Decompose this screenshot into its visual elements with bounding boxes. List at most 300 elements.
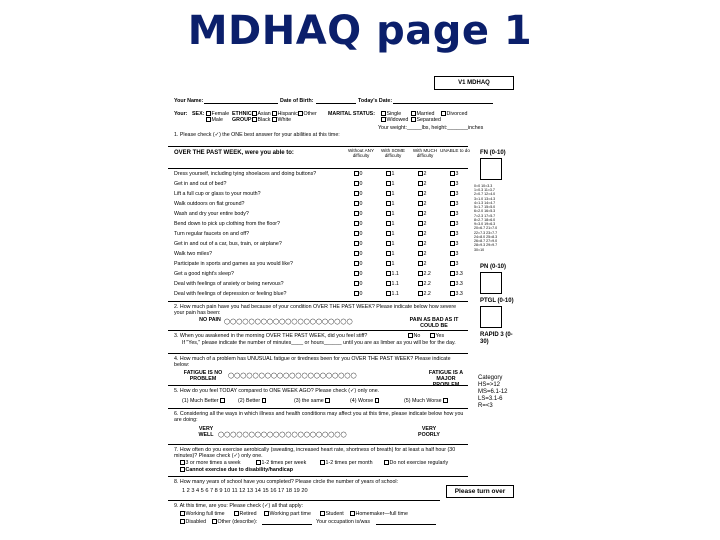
checkbox[interactable] bbox=[354, 191, 359, 196]
q1-option[interactable] bbox=[386, 181, 394, 188]
score: 1 bbox=[391, 171, 395, 177]
checkbox[interactable] bbox=[180, 511, 185, 516]
q1-option[interactable] bbox=[386, 221, 394, 228]
score: 2 bbox=[423, 251, 427, 257]
score: 2 bbox=[423, 201, 427, 207]
q5-option-much-better[interactable] bbox=[182, 398, 226, 404]
group-label: GROUP: bbox=[232, 117, 254, 123]
q9-option[interactable] bbox=[234, 511, 257, 517]
checkbox[interactable] bbox=[262, 398, 267, 403]
checkbox[interactable] bbox=[354, 281, 359, 286]
divider bbox=[168, 408, 468, 409]
checkbox[interactable] bbox=[450, 281, 455, 286]
score-row: 1=0.3 11=3.7 bbox=[474, 188, 495, 193]
checkbox[interactable] bbox=[354, 271, 359, 276]
slide-title: MDHAQ page 1 bbox=[187, 8, 533, 54]
checkbox[interactable] bbox=[450, 181, 455, 186]
q3-no-option[interactable] bbox=[408, 333, 420, 339]
checkbox[interactable] bbox=[384, 460, 389, 465]
checkbox[interactable] bbox=[386, 201, 391, 206]
checkbox[interactable] bbox=[418, 201, 423, 206]
q1-option[interactable] bbox=[450, 221, 458, 228]
score: 1 bbox=[391, 221, 395, 227]
q1-option[interactable] bbox=[450, 271, 463, 278]
option-label: White bbox=[277, 117, 292, 123]
score: 3.3 bbox=[455, 291, 463, 297]
score: 2 bbox=[423, 181, 427, 187]
checkbox[interactable] bbox=[441, 111, 446, 116]
q1-row bbox=[174, 280, 514, 290]
q1-option[interactable] bbox=[354, 181, 362, 188]
score-row: 8=2.7 18=6.0 bbox=[474, 217, 496, 222]
score: 3 bbox=[455, 221, 459, 227]
checkbox[interactable] bbox=[418, 231, 423, 236]
q1-item-label: Deal with feelings of depression or feeling blue? bbox=[174, 291, 287, 297]
checkbox[interactable] bbox=[386, 251, 391, 256]
q1-option[interactable] bbox=[450, 291, 463, 298]
option-label: Black bbox=[257, 117, 271, 123]
turn-over-box bbox=[446, 485, 514, 498]
dob-field[interactable] bbox=[316, 103, 356, 104]
q7-option[interactable] bbox=[256, 460, 306, 466]
checkbox[interactable] bbox=[272, 111, 277, 116]
checkbox[interactable] bbox=[354, 261, 359, 266]
q1-option[interactable] bbox=[354, 291, 362, 298]
col-header-much: With MUCH difficulty bbox=[412, 148, 438, 159]
score: 2.2 bbox=[423, 271, 431, 277]
checkbox[interactable] bbox=[206, 117, 211, 122]
score: 0 bbox=[359, 191, 363, 197]
checkbox[interactable] bbox=[418, 291, 423, 296]
checkbox[interactable] bbox=[375, 398, 380, 403]
q1-option[interactable] bbox=[418, 281, 431, 288]
q8-text: 8. How many years of school have you completed? Please circle the number of years of school: bbox=[174, 479, 399, 485]
q9-occupation-field[interactable] bbox=[376, 524, 436, 525]
checkbox[interactable] bbox=[234, 511, 239, 516]
checkbox[interactable] bbox=[354, 231, 359, 236]
q1-option[interactable] bbox=[418, 211, 426, 218]
checkbox[interactable] bbox=[450, 211, 455, 216]
q9-option[interactable] bbox=[264, 511, 311, 517]
checkbox[interactable] bbox=[450, 191, 455, 196]
your-label: Your: bbox=[174, 111, 188, 117]
score: 0 bbox=[359, 271, 363, 277]
category-label: Category bbox=[478, 375, 503, 381]
checkbox[interactable] bbox=[450, 231, 455, 236]
option-label: (4) Worse bbox=[350, 398, 374, 404]
weight-height-field[interactable]: Your weight:_____lbs, height:_______inches bbox=[378, 125, 484, 131]
q2-right-anchor: PAIN AS BAD AS IT COULD BE bbox=[409, 317, 459, 330]
q9-option[interactable] bbox=[350, 511, 408, 517]
q1-option[interactable] bbox=[418, 271, 431, 278]
checkbox[interactable] bbox=[386, 191, 391, 196]
q1-option[interactable] bbox=[386, 281, 399, 288]
option-label: Hispanic bbox=[277, 111, 298, 117]
checkbox[interactable] bbox=[350, 511, 355, 516]
col-header-without: Without ANY difficulty bbox=[347, 148, 375, 159]
q7-text: 7. How often do you exercise aerobically (sweating, increased heart rate, shortness of breath) for at least a half hour (30 minutes)? Please check (✓) only one. bbox=[174, 447, 456, 460]
checkbox[interactable] bbox=[325, 398, 330, 403]
checkbox[interactable] bbox=[354, 171, 359, 176]
checkbox[interactable] bbox=[418, 281, 423, 286]
score: 2.2 bbox=[423, 281, 431, 287]
option-label: (5) Much Worse bbox=[404, 398, 442, 404]
q2-scale[interactable]: ◯◯◯◯◯◯◯◯◯◯◯◯◯◯◯◯◯◯◯◯◯ bbox=[224, 319, 353, 325]
checkbox[interactable] bbox=[320, 460, 325, 465]
checkbox[interactable] bbox=[386, 181, 391, 186]
checkbox[interactable] bbox=[298, 111, 303, 116]
score-row: 24=8.0 25=8.3 bbox=[474, 234, 498, 239]
score: 0 bbox=[359, 251, 363, 257]
q1-option[interactable] bbox=[354, 201, 362, 208]
checkbox[interactable] bbox=[354, 211, 359, 216]
version-box bbox=[434, 76, 514, 90]
checkbox[interactable] bbox=[354, 251, 359, 256]
score: 3 bbox=[455, 231, 459, 237]
q3-text: 3. When you awakened in the morning OVER THE PAST WEEK, did you feel stiff? bbox=[174, 333, 368, 339]
q7-option[interactable] bbox=[180, 460, 241, 466]
q1-option[interactable] bbox=[450, 261, 458, 268]
category-line: HS=>12 bbox=[478, 382, 501, 388]
checkbox[interactable] bbox=[354, 291, 359, 296]
score: 1 bbox=[391, 241, 395, 247]
checkbox[interactable] bbox=[418, 191, 423, 196]
score-row: 30=10 bbox=[474, 247, 485, 252]
checkbox[interactable] bbox=[418, 241, 423, 246]
divider bbox=[168, 385, 468, 386]
score: 0 bbox=[359, 201, 363, 207]
q4-right-anchor: FATIGUE IS A MAJOR PROBLEM bbox=[428, 370, 464, 389]
score: 1 bbox=[391, 261, 395, 267]
turn-over-label: Please turn over bbox=[454, 488, 506, 495]
checkbox[interactable] bbox=[386, 231, 391, 236]
q1-option[interactable] bbox=[386, 171, 394, 178]
q1-item-label: Bend down to pick up clothing from the floor? bbox=[174, 221, 280, 227]
q1-option[interactable] bbox=[418, 191, 426, 198]
ethnic-label: ETHNIC bbox=[232, 111, 252, 117]
ethnic-black[interactable] bbox=[252, 117, 270, 123]
checkbox[interactable] bbox=[386, 281, 391, 286]
q9-option-other[interactable] bbox=[212, 519, 257, 525]
checkbox[interactable] bbox=[408, 333, 413, 338]
score: 2 bbox=[423, 211, 427, 217]
q1-row bbox=[174, 200, 514, 210]
marital-divorced[interactable] bbox=[441, 111, 467, 117]
checkbox[interactable] bbox=[411, 117, 416, 122]
checkbox[interactable] bbox=[443, 398, 448, 403]
option-label: Disabled bbox=[185, 519, 207, 525]
ethnic-other[interactable] bbox=[298, 111, 317, 117]
q1-option[interactable] bbox=[386, 251, 394, 258]
q6-left-anchor: VERY WELL bbox=[198, 426, 214, 439]
checkbox[interactable] bbox=[418, 171, 423, 176]
q9-other-field[interactable] bbox=[262, 524, 312, 525]
q1-option[interactable] bbox=[450, 241, 458, 248]
q1-option[interactable] bbox=[418, 181, 426, 188]
q1-option[interactable] bbox=[354, 281, 362, 288]
checkbox[interactable] bbox=[411, 111, 416, 116]
q1-option[interactable] bbox=[418, 171, 426, 178]
q1-item-label: Walk two miles? bbox=[174, 251, 213, 257]
checkbox[interactable] bbox=[386, 241, 391, 246]
q1-option[interactable] bbox=[386, 241, 394, 248]
checkbox[interactable] bbox=[354, 221, 359, 226]
checkbox[interactable] bbox=[450, 271, 455, 276]
checkbox[interactable] bbox=[418, 271, 423, 276]
score: 0 bbox=[359, 281, 363, 287]
q1-option[interactable] bbox=[418, 231, 426, 238]
score: 1 bbox=[391, 191, 395, 197]
q2-text: 2. How much pain have you had because of your condition OVER THE PAST WEEK? Please indicate below how severe your pain has been: bbox=[174, 304, 457, 317]
checkbox[interactable] bbox=[381, 111, 386, 116]
q3-yes-option[interactable] bbox=[430, 333, 444, 339]
q1-option[interactable] bbox=[354, 241, 362, 248]
option-label: Yes bbox=[435, 333, 445, 339]
score-row: 26=8.7 27=9.0 bbox=[474, 239, 498, 244]
score: 1 bbox=[391, 201, 395, 207]
today-label: Today's Date: bbox=[358, 98, 393, 104]
q1-option[interactable] bbox=[450, 201, 458, 208]
q1-item-label: Turn regular faucets on and off? bbox=[174, 231, 250, 237]
q5-option-much-worse[interactable] bbox=[404, 398, 449, 404]
q1-option[interactable] bbox=[418, 221, 426, 228]
q4-left-anchor: FATIGUE IS NO PROBLEM bbox=[183, 370, 223, 383]
score: 3 bbox=[455, 241, 459, 247]
checkbox[interactable] bbox=[450, 291, 455, 296]
q1-option[interactable] bbox=[450, 181, 458, 188]
q5-option-same[interactable] bbox=[294, 398, 331, 404]
option-label: Male bbox=[211, 117, 223, 123]
q1-item-label: Participate in sports and games as you would like? bbox=[174, 261, 293, 267]
divider bbox=[168, 353, 468, 354]
q1-option[interactable] bbox=[450, 171, 458, 178]
checkbox[interactable] bbox=[418, 251, 423, 256]
score: 0 bbox=[359, 181, 363, 187]
ptgl-score-box[interactable] bbox=[480, 306, 502, 328]
ptgl-label: PTGL (0-10) bbox=[480, 298, 514, 304]
option-label: Other (describe): bbox=[217, 519, 258, 525]
col-header-some: With SOME difficulty bbox=[381, 148, 405, 159]
checkbox[interactable] bbox=[450, 251, 455, 256]
q1-item-label: Lift a full cup or glass to your mouth? bbox=[174, 191, 261, 197]
q1-option[interactable] bbox=[450, 251, 458, 258]
checkbox[interactable] bbox=[220, 398, 225, 403]
name-field[interactable] bbox=[204, 103, 278, 104]
checkbox[interactable] bbox=[418, 261, 423, 266]
q1-option[interactable] bbox=[386, 211, 394, 218]
checkbox[interactable] bbox=[386, 211, 391, 216]
option-label: (1) Much Better bbox=[182, 398, 219, 404]
q1-option[interactable] bbox=[354, 221, 362, 228]
q9-option[interactable] bbox=[180, 511, 225, 517]
divider bbox=[168, 301, 468, 302]
checkbox[interactable] bbox=[430, 333, 435, 338]
score: 1.1 bbox=[391, 281, 399, 287]
option-label: Separated bbox=[416, 117, 441, 123]
ethnic-white[interactable] bbox=[272, 117, 291, 123]
q3-followup[interactable]: If "Yes," please indicate the number of minutes____ or hours______ until you are as limber as you will be for the day. bbox=[182, 340, 456, 346]
option-label: Female bbox=[211, 111, 230, 117]
checkbox[interactable] bbox=[354, 201, 359, 206]
q9-occupation-label: Your occupation is/was bbox=[316, 519, 370, 525]
option-label: Married bbox=[416, 111, 435, 117]
option-label: No bbox=[413, 333, 421, 339]
q5-text: 5. How do you feel TODAY compared to ONE WEEK AGO? Please check (✓) only one. bbox=[174, 388, 380, 394]
pn-score-box[interactable] bbox=[480, 272, 502, 294]
divider bbox=[168, 168, 468, 169]
q1-option[interactable] bbox=[418, 201, 426, 208]
q1-header: OVER THE PAST WEEK, were you able to: bbox=[174, 150, 294, 156]
q1-option[interactable] bbox=[354, 251, 362, 258]
q1-option[interactable] bbox=[354, 261, 362, 268]
score: 3 bbox=[455, 201, 459, 207]
q1-option[interactable] bbox=[386, 201, 394, 208]
q7-option[interactable] bbox=[180, 467, 293, 473]
q8-years-scale[interactable]: 1 2 3 4 5 6 7 8 9 10 11 12 13 14 15 16 17 18 19 20 bbox=[182, 488, 308, 494]
q1-option[interactable] bbox=[450, 281, 463, 288]
checkbox[interactable] bbox=[180, 519, 185, 524]
checkbox[interactable] bbox=[386, 221, 391, 226]
score-conversion-table bbox=[474, 184, 516, 252]
score: 1.1 bbox=[391, 291, 399, 297]
q2-left-anchor: NO PAIN bbox=[199, 317, 221, 323]
checkbox[interactable] bbox=[386, 291, 391, 296]
q1-option[interactable] bbox=[386, 191, 394, 198]
checkbox[interactable] bbox=[418, 221, 423, 226]
q1-option[interactable] bbox=[418, 291, 431, 298]
checkbox[interactable] bbox=[450, 261, 455, 266]
q1-option[interactable] bbox=[354, 271, 362, 278]
q1-row bbox=[174, 240, 514, 250]
score: 3 bbox=[455, 181, 459, 187]
score-row: 7=2.3 17=5.7 bbox=[474, 213, 496, 218]
option-label: Working full time bbox=[185, 511, 225, 517]
score: 3.3 bbox=[455, 271, 463, 277]
q6-right-anchor: VERY POORLY bbox=[418, 426, 440, 439]
divider bbox=[168, 476, 468, 477]
q1-row bbox=[174, 290, 514, 300]
score-row: 20=6.7 21=7.0 bbox=[474, 226, 498, 231]
q1-option[interactable] bbox=[386, 291, 399, 298]
option-label: Other bbox=[303, 111, 317, 117]
q1-option[interactable] bbox=[354, 231, 362, 238]
q5-option-worse[interactable] bbox=[350, 398, 380, 404]
checkbox[interactable] bbox=[264, 511, 269, 516]
checkbox[interactable] bbox=[450, 171, 455, 176]
q5-option-better[interactable] bbox=[238, 398, 267, 404]
score-row: 4=1.3 14=4.7 bbox=[474, 200, 496, 205]
checkbox[interactable] bbox=[386, 261, 391, 266]
q9-option[interactable] bbox=[320, 511, 344, 517]
q1-option[interactable] bbox=[450, 231, 458, 238]
checkbox[interactable] bbox=[180, 467, 185, 472]
q1-row bbox=[174, 170, 514, 180]
q1-option[interactable] bbox=[386, 261, 394, 268]
q4-scale[interactable]: ◯◯◯◯◯◯◯◯◯◯◯◯◯◯◯◯◯◯◯◯◯ bbox=[228, 373, 357, 379]
q1-option[interactable] bbox=[418, 261, 426, 268]
fn-score-box[interactable] bbox=[480, 158, 502, 180]
category-line: LS=3.1-6 bbox=[478, 396, 503, 402]
divider bbox=[168, 500, 440, 501]
score: 0 bbox=[359, 231, 363, 237]
q1-option[interactable] bbox=[354, 211, 362, 218]
checkbox[interactable] bbox=[450, 241, 455, 246]
q6-text: 6. Considering all the ways in which illness and health conditions may affect you at this time, please indicate below how you are doing: bbox=[174, 411, 464, 424]
marital-separated[interactable] bbox=[411, 117, 441, 123]
score: 3 bbox=[455, 191, 459, 197]
sex-male-option[interactable] bbox=[206, 117, 223, 123]
checkbox[interactable] bbox=[418, 181, 423, 186]
score: 0 bbox=[359, 291, 363, 297]
score: 3 bbox=[455, 171, 459, 177]
option-label: 3 or more times a week bbox=[185, 460, 241, 466]
q1-option[interactable] bbox=[418, 251, 426, 258]
q1-option[interactable] bbox=[418, 241, 426, 248]
option-label: Asian bbox=[257, 111, 271, 117]
name-label: Your Name: bbox=[174, 98, 204, 104]
q1-option[interactable] bbox=[386, 271, 399, 278]
checkbox[interactable] bbox=[354, 181, 359, 186]
score: 0 bbox=[359, 261, 363, 267]
marital-widowed[interactable] bbox=[381, 117, 408, 123]
checkbox[interactable] bbox=[252, 111, 257, 116]
checkbox[interactable] bbox=[418, 211, 423, 216]
q1-option[interactable] bbox=[450, 211, 458, 218]
checkbox[interactable] bbox=[320, 511, 325, 516]
score-row: 3=1.0 13=4.3 bbox=[474, 196, 496, 201]
checkbox[interactable] bbox=[212, 519, 217, 524]
q7-option[interactable] bbox=[384, 460, 448, 466]
checkbox[interactable] bbox=[450, 201, 455, 206]
checkbox[interactable] bbox=[180, 460, 185, 465]
score: 0 bbox=[359, 221, 363, 227]
q6-scale[interactable]: ◯◯◯◯◯◯◯◯◯◯◯◯◯◯◯◯◯◯◯◯◯ bbox=[218, 432, 347, 438]
score: 2.2 bbox=[423, 291, 431, 297]
score: 2 bbox=[423, 241, 427, 247]
q7-option[interactable] bbox=[320, 460, 373, 466]
q1-item-label: Get a good night's sleep? bbox=[174, 271, 234, 277]
q1-option[interactable] bbox=[386, 231, 394, 238]
category-line: R=<3 bbox=[478, 403, 493, 409]
score: 0 bbox=[359, 171, 363, 177]
score-row: 28=9.3 29=9.7 bbox=[474, 243, 498, 248]
checkbox[interactable] bbox=[354, 241, 359, 246]
q1-option[interactable] bbox=[450, 191, 458, 198]
checkbox[interactable] bbox=[272, 117, 277, 122]
q9-option[interactable] bbox=[180, 519, 206, 525]
option-label: 1-2 times per week bbox=[261, 460, 307, 466]
q1-row bbox=[174, 190, 514, 200]
checkbox[interactable] bbox=[252, 117, 257, 122]
q1-item-label: Get in and out of a car, bus, train, or airplane? bbox=[174, 241, 282, 247]
checkbox[interactable] bbox=[450, 221, 455, 226]
sex-label: SEX: bbox=[192, 111, 205, 117]
fn-label: FN (0-10) bbox=[480, 150, 506, 156]
score-row: 9=3.0 19=6.3 bbox=[474, 222, 496, 227]
q1-option[interactable] bbox=[354, 191, 362, 198]
score-row: 2=0.7 12=4.0 bbox=[474, 192, 496, 197]
option-label: Student bbox=[325, 511, 344, 517]
today-field[interactable] bbox=[393, 103, 493, 104]
score-row: 0=0 10=3.3 bbox=[474, 184, 493, 188]
checkbox[interactable] bbox=[381, 117, 386, 122]
q1-option[interactable] bbox=[354, 171, 362, 178]
checkbox[interactable] bbox=[206, 111, 211, 116]
checkbox[interactable] bbox=[386, 271, 391, 276]
score: 1 bbox=[391, 231, 395, 237]
checkbox[interactable] bbox=[256, 460, 261, 465]
checkbox[interactable] bbox=[386, 171, 391, 176]
